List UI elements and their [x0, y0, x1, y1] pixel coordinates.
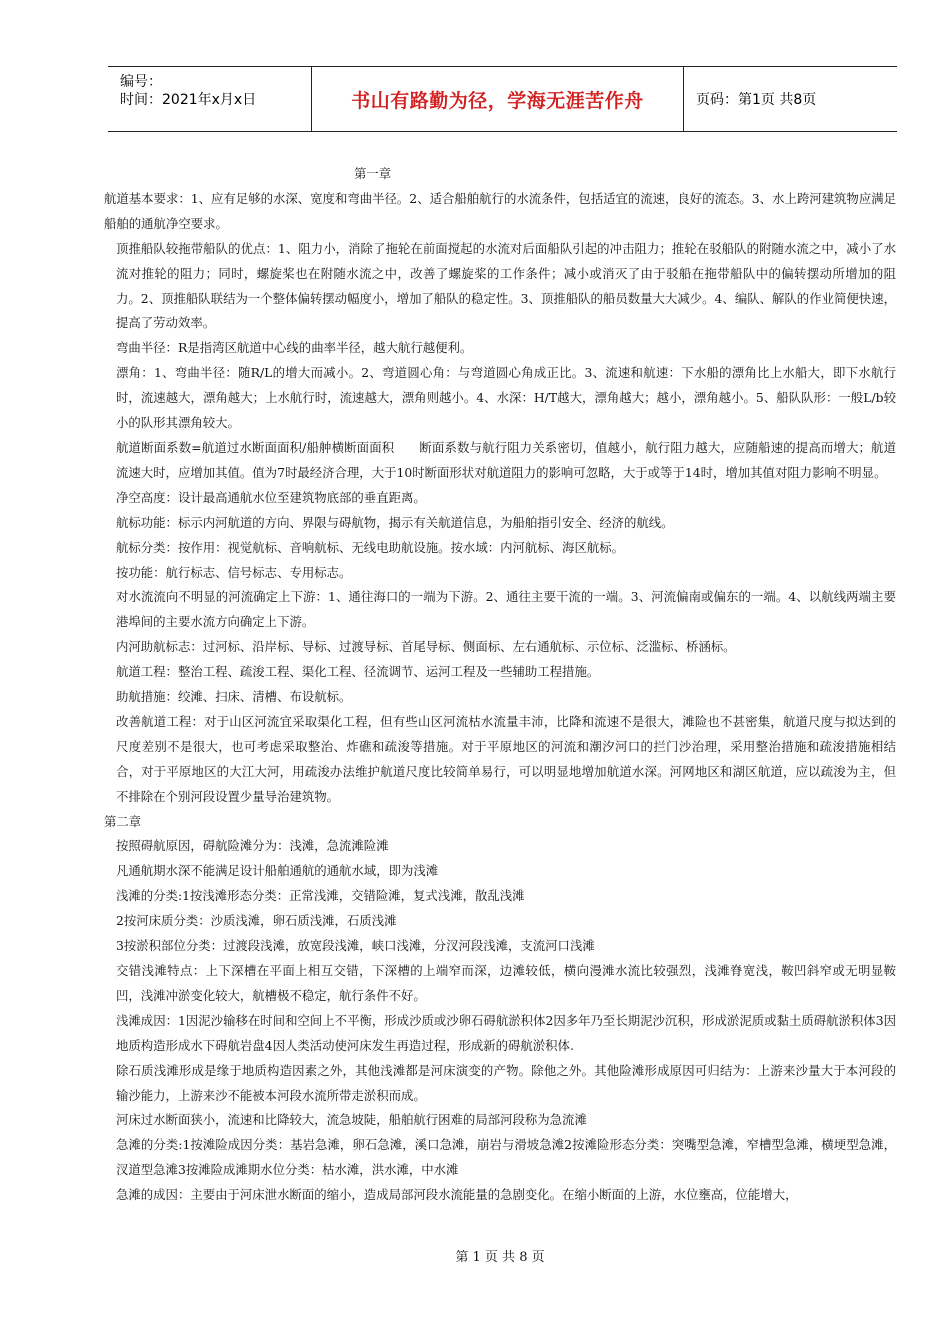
body-paragraph: 航标分类：按作用：视觉航标、音响航标、无线电助航设施。按水域：内河航标、海区航标。: [116, 539, 625, 555]
header-page-info: 页码：第1页 共8页: [696, 92, 817, 108]
body-paragraph: 顶推船队较拖带船队的优点：1、阻力小，消除了拖轮在前面搅起的水流对后面船队引起的冲击阻力；推轮在驳船队的附随水流之中，减小了水流对推轮的阻力；同时，螺旋桨也在附随水流之中，改善了螺旋桨的工作条件；减小或消灭了由于驳船在拖带船队中的偏转摆动所增加的阻力。2、顶推船队联结为一个整体偏转摆动幅度小，增加了船队的稳定性。3、顶推船队的船员数量大大减少。4、编队、解队的作业简便快速，提高了劳动效率。: [116, 240, 896, 331]
body-paragraph: 3按淤积部位分类：过渡段浅滩，放宽段浅滩，峡口浅滩，分汊河段浅滩，支流河口浅滩: [116, 938, 595, 954]
body-paragraph: 航道工程：整治工程、疏浚工程、渠化工程、径流调节、运河工程及一些辅助工程措施。: [116, 664, 600, 680]
document-date-label: 时间：2021年x月x日: [120, 92, 257, 108]
body-paragraph: 浅滩成因：1因泥沙输移在时间和空间上不平衡，形成沙质或沙卵石碍航淤积体2因多年乃至长期泥沙沉积，形成淤泥质或黏土质碍航淤积体3因地质构造形成水下碍航岩盘4因人类活动使河床发生再造过程，形成新的碍航淤积体.: [116, 1012, 896, 1053]
body-paragraph: 河床过水断面狭小，流速和比降较大，流急坡陡，船舶航行困难的局部河段称为急流滩: [116, 1112, 587, 1128]
body-paragraph: 航道断面系数=航道过水断面面积/船舯横断面面积 断面系数与航行阻力关系密切，值越小，航行阻力越大，应随船速的提高而增大；航道流速大时，应增加其值。值为7时最经济合理，大于10时断面形状对航道阻力的影响可忽略，大于或等于14时，增加其值对阻力影响不明显。: [116, 439, 896, 480]
body-paragraph: 助航措施：绞滩、扫床、清槽、布设航标。: [116, 689, 352, 705]
chapter-heading: 第二章: [104, 813, 142, 829]
body-paragraph: 2按河床质分类：沙质浅滩，卵石质浅滩，石质浅滩: [116, 913, 397, 929]
body-paragraph: 凡通航期水深不能满足设计船舶通航的通航水域，即为浅滩: [116, 863, 439, 879]
page-header: [108, 66, 897, 132]
body-paragraph: 弯曲半径：R是指湾区航道中心线的曲率半径，越大航行越便利。: [116, 340, 473, 356]
body-paragraph: 航标功能：标示内河航道的方向、界限与碍航物，揭示有关航道信息，为船舶指引安全、经济的航线。: [116, 514, 674, 530]
header-motto: 书山有路勤为径，学海无涯苦作舟: [311, 67, 684, 131]
document-number-label: 编号：: [120, 74, 162, 90]
body-paragraph: 改善航道工程：对于山区河流宜采取渠化工程，但有些山区河流枯水流量丰沛，比降和流速不是很大，滩险也不甚密集，航道尺度与拟达到的尺度差别不是很大，也可考虑采取整治、炸礁和疏浚等措施。对于平原地区的河流和潮汐河口的拦门沙治理，采用整治措施和疏浚措施相结合，对于平原地区的大江大河，用疏浚办法维护航道尺度比较简单易行，可以明显地增加航道水深。河网地区和湖区航道，应以疏浚为主，但不排除在个别河段设置少量导治建筑物。: [116, 713, 896, 804]
body-paragraph: 漂角：1、弯曲半径：随R/L的增大而减小。2、弯道圆心角：与弯道圆心角成正比。3、流速和航速：下水船的漂角比上水船大，即下水航行时，流速越大，漂角越大；上水航行时，流速越大，漂角则越小。4、水深：H/T越大，漂角越大；越小，漂角越小。5、船队队形：一般L/b较小的队形其漂角较大。: [116, 365, 896, 431]
chapter-heading: 第一章: [354, 166, 392, 181]
body-paragraph: 急滩的成因：主要由于河床泄水断面的缩小，造成局部河段水流能量的急剧变化。在缩小断面的上游，水位壅高，位能增大，: [116, 1187, 798, 1203]
page-footer: 第 1 页 共 8 页: [455, 1250, 545, 1265]
document-body: [104, 162, 896, 1208]
body-paragraph: 急滩的分类:1按滩险成因分类：基岩急滩，卵石急滩，溪口急滩，崩岩与滑坡急滩2按滩险形态分类：突嘴型急滩，窄槽型急滩，横埂型急滩，汊道型急滩3按滩险成滩期水位分类：枯水滩，洪水滩，中水滩: [116, 1137, 896, 1178]
body-paragraph: 浅滩的分类:1按浅滩形态分类：正常浅滩，交错险滩，复式浅滩，散乱浅滩: [116, 888, 525, 904]
body-paragraph: 按功能：航行标志、信号标志、专用标志。: [116, 564, 352, 580]
body-paragraph: 除石质浅滩形成是缘于地质构造因素之外，其他浅滩都是河床演变的产物。除他之外。其他险滩形成原因可归结为：上游来沙量大于本河段的输沙能力，上游来沙不能被本河段水流所带走淤积而成。: [116, 1062, 896, 1103]
body-paragraph: 交错浅滩特点：上下深槽在平面上相互交错，下深槽的上端窄而深，边滩较低，横向漫滩水流比较强烈，浅滩脊宽浅，鞍凹斜窄或无明显鞍凹，浅滩冲淤变化较大，航槽极不稳定，航行条件不好。: [116, 963, 896, 1003]
body-paragraph: 对水流流向不明显的河流确定上下游：1、通往海口的一端为下游。2、通往主要干流的一端。3、河流偏南或偏东的一端。4、以航线两端主要港埠间的主要水流方向确定上下游。: [116, 589, 896, 630]
body-paragraph: 内河助航标志：过河标、沿岸标、导标、过渡导标、首尾导标、侧面标、左右通航标、示位标、泛滥标、桥涵标。: [116, 639, 736, 655]
body-paragraph: 按照碍航原因，碍航险滩分为：浅滩，急流滩险滩: [116, 838, 389, 854]
body-paragraph: 净空高度：设计最高通航水位至建筑物底部的垂直距离。: [116, 489, 426, 505]
body-paragraph: 航道基本要求：1、应有足够的水深、宽度和弯曲半径。2、适合船舶航行的水流条件，包括适宜的流速，良好的流态。3、水上跨河建筑物应满足船舶的通航净空要求。: [104, 190, 896, 231]
header-meta: [108, 67, 311, 131]
